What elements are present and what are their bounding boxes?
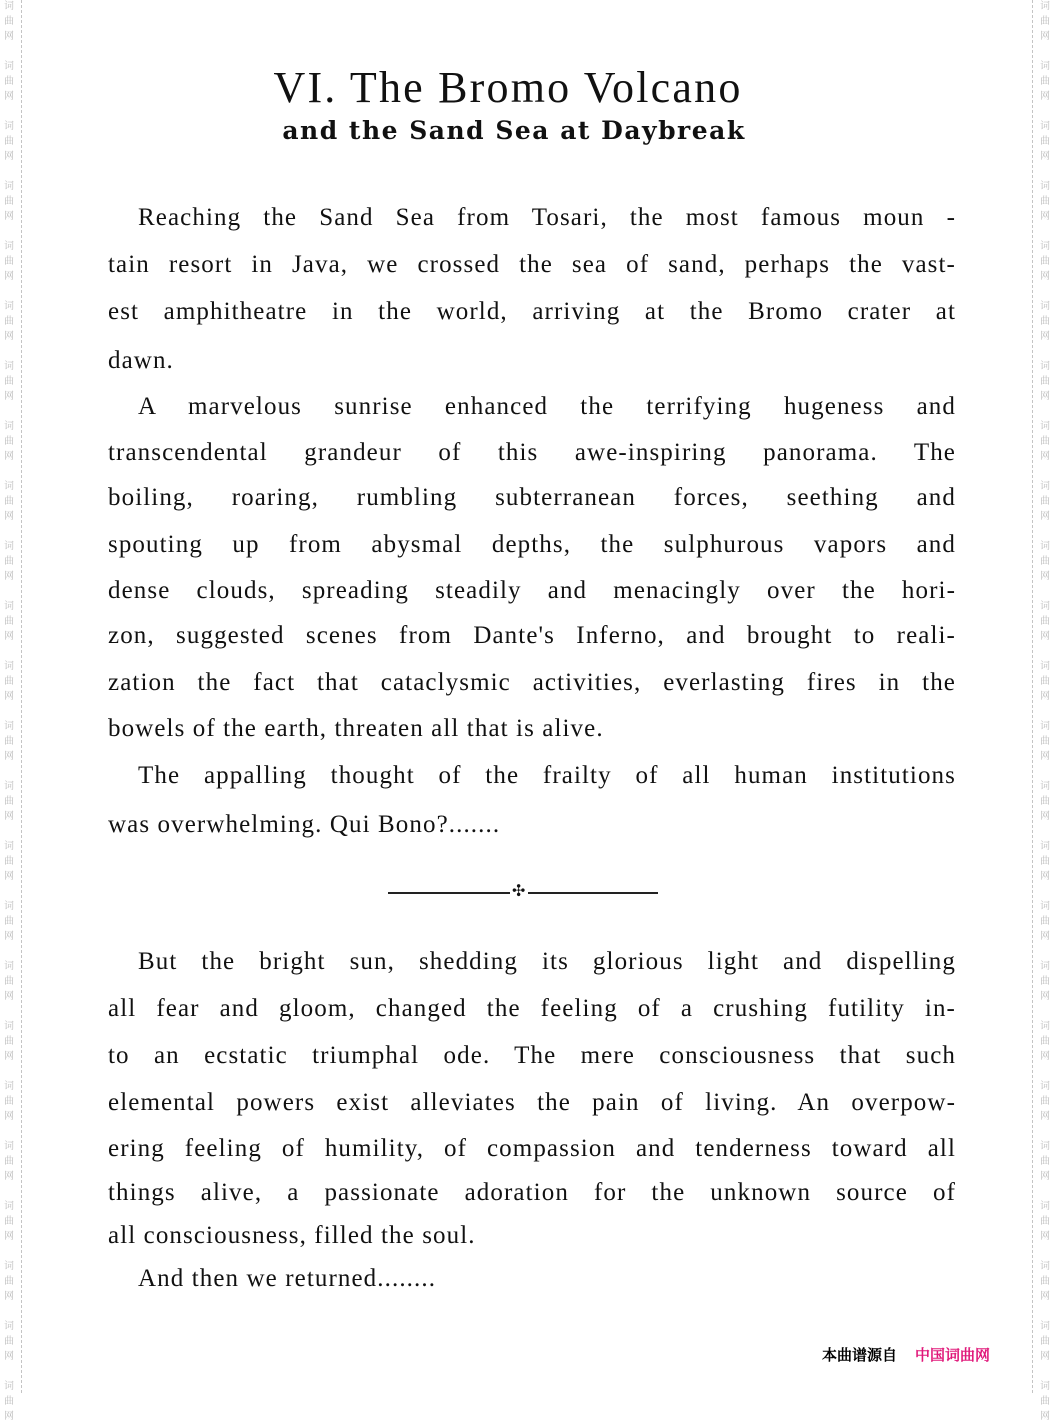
- watermark-glyph: 词: [4, 601, 14, 612]
- text-line: transcendental grandeur of this awe-inspiring panorama. The: [108, 439, 956, 466]
- watermark-glyph: 网: [4, 31, 14, 42]
- watermark-glyph: 曲: [4, 316, 14, 327]
- watermark-glyph: 曲: [4, 1156, 14, 1167]
- watermark-glyph: 网: [4, 571, 14, 582]
- watermark-glyph: 词: [1040, 301, 1050, 312]
- watermark-glyph: 曲: [4, 1276, 14, 1287]
- text-line: all fear and gloom, changed the feeling of a crushing futility in-: [108, 995, 956, 1022]
- watermark-glyph: 词: [4, 1021, 14, 1032]
- chapter-title: VI. The Bromo Volcano: [273, 63, 743, 112]
- watermark-glyph: 词: [4, 1081, 14, 1092]
- watermark-glyph: 网: [1040, 1231, 1050, 1242]
- watermark-glyph: 词: [1040, 1081, 1050, 1092]
- watermark-glyph: 词: [4, 61, 14, 72]
- watermark-glyph: 词: [1040, 181, 1050, 192]
- watermark-glyph: 曲: [1040, 1096, 1050, 1107]
- watermark-glyph: 网: [4, 451, 14, 462]
- divider-rule-right: [528, 892, 658, 894]
- watermark-glyph: 词: [4, 241, 14, 252]
- watermark-glyph: 曲: [4, 1216, 14, 1227]
- watermark-glyph: 词: [1040, 1021, 1050, 1032]
- watermark-glyph: 网: [4, 631, 14, 642]
- watermark-glyph: 词: [1040, 961, 1050, 972]
- watermark-glyph: 网: [4, 511, 14, 522]
- text-line: est amphitheatre in the world, arriving at the Bromo crater at: [108, 298, 956, 325]
- watermark-glyph: 网: [4, 1051, 14, 1062]
- text-line: And then we returned........: [138, 1265, 437, 1292]
- watermark-glyph: 网: [1040, 1291, 1050, 1302]
- fleuron-icon: ✣: [512, 881, 526, 900]
- left-watermark-gutter: [0, 0, 22, 1422]
- watermark-glyph: 网: [4, 1171, 14, 1182]
- text-line: elemental powers exist alleviates the pain of living. An overpow-: [108, 1089, 956, 1116]
- watermark-glyph: 词: [1040, 781, 1050, 792]
- watermark-glyph: 曲: [1040, 1336, 1050, 1347]
- text-line: dense clouds, spreading steadily and menacingly over the hori-: [108, 577, 956, 604]
- text-line: dawn.: [108, 347, 174, 374]
- text-line: to an ecstatic triumphal ode. The mere consciousness that such: [108, 1042, 956, 1069]
- watermark-glyph: 曲: [4, 1396, 14, 1407]
- watermark-glyph: 词: [1040, 721, 1050, 732]
- watermark-glyph: 词: [4, 121, 14, 132]
- watermark-glyph: 网: [1040, 1171, 1050, 1182]
- watermark-glyph: 曲: [4, 736, 14, 747]
- watermark-glyph: 词: [1040, 1321, 1050, 1332]
- watermark-glyph: 曲: [4, 76, 14, 87]
- watermark-glyph: 网: [1040, 751, 1050, 762]
- watermark-glyph: 网: [1040, 31, 1050, 42]
- watermark-glyph: 网: [4, 391, 14, 402]
- text-line: things alive, a passionate adoration for the unknown source of: [108, 1179, 956, 1206]
- watermark-glyph: 曲: [4, 256, 14, 267]
- text-line: all consciousness, filled the soul.: [108, 1222, 476, 1249]
- watermark-glyph: 网: [4, 1351, 14, 1362]
- watermark-glyph: 词: [4, 421, 14, 432]
- watermark-glyph: 曲: [4, 976, 14, 987]
- watermark-glyph: 网: [4, 751, 14, 762]
- watermark-glyph: 网: [4, 151, 14, 162]
- watermark-glyph: 曲: [1040, 1156, 1050, 1167]
- watermark-glyph: 网: [1040, 331, 1050, 342]
- watermark-glyph: 网: [1040, 91, 1050, 102]
- watermark-glyph: 曲: [4, 196, 14, 207]
- watermark-glyph: 网: [1040, 391, 1050, 402]
- watermark-glyph: 网: [1040, 1351, 1050, 1362]
- watermark-glyph: 网: [1040, 211, 1050, 222]
- watermark-glyph: 曲: [1040, 976, 1050, 987]
- watermark-glyph: 词: [1040, 241, 1050, 252]
- watermark-glyph: 网: [1040, 151, 1050, 162]
- text-line: bowels of the earth, threaten all that is alive.: [108, 715, 604, 742]
- watermark-glyph: 词: [4, 721, 14, 732]
- watermark-glyph: 曲: [1040, 16, 1050, 27]
- watermark-glyph: 曲: [1040, 676, 1050, 687]
- watermark-glyph: 曲: [1040, 196, 1050, 207]
- watermark-glyph: 词: [1040, 61, 1050, 72]
- watermark-glyph: 词: [4, 541, 14, 552]
- watermark-glyph: 曲: [4, 376, 14, 387]
- watermark-glyph: 网: [4, 691, 14, 702]
- watermark-glyph: 网: [1040, 1411, 1050, 1422]
- watermark-glyph: 词: [4, 1381, 14, 1392]
- watermark-glyph: 曲: [1040, 496, 1050, 507]
- watermark-glyph: 曲: [1040, 736, 1050, 747]
- text-line: But the bright sun, shedding its glorious light and dispelling: [138, 948, 956, 975]
- text-line: spouting up from abysmal depths, the sulphurous vapors and: [108, 531, 956, 558]
- watermark-glyph: 词: [1040, 361, 1050, 372]
- watermark-glyph: 曲: [4, 1336, 14, 1347]
- right-dashed-border: [1032, 0, 1033, 1393]
- watermark-glyph: 网: [4, 871, 14, 882]
- watermark-glyph: 曲: [1040, 316, 1050, 327]
- watermark-glyph: 词: [4, 181, 14, 192]
- watermark-glyph: 曲: [1040, 916, 1050, 927]
- watermark-glyph: 曲: [1040, 1396, 1050, 1407]
- watermark-glyph: 曲: [1040, 256, 1050, 267]
- watermark-glyph: 网: [1040, 1111, 1050, 1122]
- text-line: zon, suggested scenes from Dante's Inferno, and brought to reali-: [108, 622, 956, 649]
- watermark-glyph: 网: [1040, 1051, 1050, 1062]
- watermark-glyph: 词: [1040, 121, 1050, 132]
- watermark-glyph: 词: [1040, 1261, 1050, 1272]
- watermark-glyph: 网: [4, 931, 14, 942]
- watermark-glyph: 网: [1040, 511, 1050, 522]
- source-credit: [822, 1344, 990, 1365]
- watermark-glyph: 曲: [4, 556, 14, 567]
- divider-rule-left: [388, 892, 510, 894]
- watermark-glyph: 网: [1040, 871, 1050, 882]
- chapter-subtitle: and the Sand Sea at Daybreak: [282, 116, 746, 145]
- text-line: The appalling thought of the frailty of all human institutions: [138, 762, 956, 789]
- watermark-glyph: 词: [1040, 1201, 1050, 1212]
- section-divider: [388, 881, 658, 901]
- watermark-glyph: 网: [4, 1111, 14, 1122]
- watermark-glyph: 词: [4, 361, 14, 372]
- watermark-glyph: 词: [4, 901, 14, 912]
- watermark-glyph: 网: [4, 1231, 14, 1242]
- watermark-glyph: 网: [4, 991, 14, 1002]
- text-line: boiling, roaring, rumbling subterranean forces, seething and: [108, 484, 956, 511]
- watermark-glyph: 词: [4, 841, 14, 852]
- watermark-glyph: 词: [1040, 1, 1050, 12]
- watermark-glyph: 词: [4, 781, 14, 792]
- watermark-glyph: 词: [1040, 901, 1050, 912]
- source-label: 本曲谱源自: [822, 1346, 898, 1364]
- text-line: ering feeling of humility, of compassion and tenderness toward all: [108, 1135, 956, 1162]
- watermark-glyph: 曲: [4, 856, 14, 867]
- watermark-glyph: 网: [1040, 991, 1050, 1002]
- watermark-glyph: 词: [1040, 481, 1050, 492]
- watermark-glyph: 网: [1040, 271, 1050, 282]
- watermark-glyph: 词: [4, 1, 14, 12]
- watermark-glyph: 曲: [1040, 1036, 1050, 1047]
- watermark-glyph: 曲: [4, 436, 14, 447]
- watermark-glyph: 曲: [4, 16, 14, 27]
- watermark-glyph: 曲: [1040, 1276, 1050, 1287]
- watermark-glyph: 词: [1040, 601, 1050, 612]
- watermark-glyph: 曲: [1040, 856, 1050, 867]
- watermark-glyph: 曲: [4, 616, 14, 627]
- watermark-glyph: 曲: [1040, 376, 1050, 387]
- watermark-glyph: 词: [4, 1201, 14, 1212]
- watermark-glyph: 曲: [1040, 76, 1050, 87]
- watermark-glyph: 词: [1040, 541, 1050, 552]
- text-line: was overwhelming. Qui Bono?.......: [108, 811, 501, 838]
- watermark-glyph: 网: [1040, 931, 1050, 942]
- watermark-glyph: 词: [4, 1141, 14, 1152]
- text-line: A marvelous sunrise enhanced the terrifying hugeness and: [138, 393, 956, 420]
- watermark-glyph: 词: [4, 481, 14, 492]
- watermark-glyph: 曲: [1040, 136, 1050, 147]
- watermark-glyph: 词: [1040, 421, 1050, 432]
- watermark-glyph: 词: [1040, 661, 1050, 672]
- watermark-glyph: 曲: [4, 136, 14, 147]
- watermark-glyph: 曲: [1040, 1216, 1050, 1227]
- watermark-glyph: 网: [1040, 691, 1050, 702]
- watermark-glyph: 词: [4, 301, 14, 312]
- watermark-glyph: 网: [1040, 571, 1050, 582]
- text-line: tain resort in Java, we crossed the sea of sand, perhaps the vast-: [108, 251, 956, 278]
- right-watermark-gutter: [1034, 0, 1053, 1422]
- left-dashed-border: [21, 0, 22, 1393]
- watermark-glyph: 曲: [1040, 436, 1050, 447]
- watermark-glyph: 词: [4, 1261, 14, 1272]
- watermark-glyph: 词: [1040, 1381, 1050, 1392]
- watermark-glyph: 曲: [4, 676, 14, 687]
- watermark-glyph: 网: [4, 1411, 14, 1422]
- watermark-glyph: 曲: [4, 796, 14, 807]
- watermark-glyph: 词: [4, 661, 14, 672]
- watermark-glyph: 网: [4, 91, 14, 102]
- watermark-glyph: 词: [4, 1321, 14, 1332]
- watermark-glyph: 网: [4, 1291, 14, 1302]
- watermark-glyph: 曲: [1040, 556, 1050, 567]
- watermark-glyph: 曲: [4, 1096, 14, 1107]
- watermark-glyph: 曲: [4, 496, 14, 507]
- watermark-glyph: 网: [4, 331, 14, 342]
- text-line: Reaching the Sand Sea from Tosari, the most famous moun -: [138, 204, 956, 231]
- watermark-glyph: 曲: [4, 916, 14, 927]
- source-site-link[interactable]: 中国词曲网: [915, 1346, 991, 1364]
- watermark-glyph: 曲: [1040, 616, 1050, 627]
- watermark-glyph: 曲: [4, 1036, 14, 1047]
- watermark-glyph: 词: [1040, 841, 1050, 852]
- watermark-glyph: 词: [1040, 1141, 1050, 1152]
- text-line: zation the fact that cataclysmic activities, everlasting fires in the: [108, 669, 956, 696]
- watermark-glyph: 曲: [1040, 796, 1050, 807]
- watermark-glyph: 网: [4, 271, 14, 282]
- watermark-glyph: 网: [1040, 451, 1050, 462]
- watermark-glyph: 网: [4, 211, 14, 222]
- watermark-glyph: 词: [4, 961, 14, 972]
- watermark-glyph: 网: [1040, 631, 1050, 642]
- watermark-glyph: 网: [1040, 811, 1050, 822]
- watermark-glyph: 网: [4, 811, 14, 822]
